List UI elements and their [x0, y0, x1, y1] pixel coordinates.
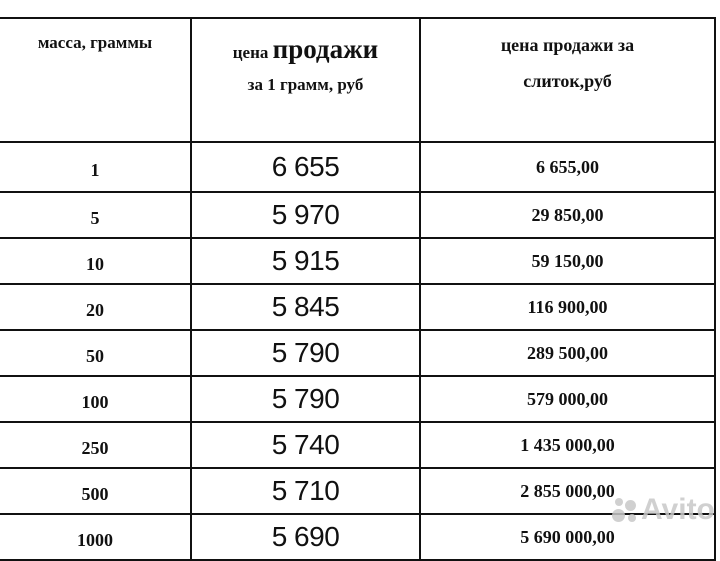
unit-price-cell: 5 915	[191, 238, 420, 284]
header-unit-big: продажи	[272, 34, 379, 64]
bar-price-cell: 5 690 000,00	[420, 514, 715, 560]
mass-cell: 5	[0, 192, 191, 238]
table-row	[0, 142, 715, 192]
mass-cell: 1	[0, 142, 191, 192]
bar-price-cell: 289 500,00	[420, 330, 715, 376]
header-unit-price	[191, 18, 420, 142]
header-unit-prefix: цена	[232, 43, 269, 62]
bar-price-cell: 6 655,00	[420, 142, 715, 192]
avito-watermark	[612, 493, 715, 527]
mass-cell: 20	[0, 284, 191, 330]
bar-price-cell: 1 435 000,00	[420, 422, 715, 468]
unit-price-cell: 5 710	[191, 468, 420, 514]
unit-price-cell: 5 970	[191, 192, 420, 238]
bar-price-cell: 116 900,00	[420, 284, 715, 330]
unit-price-cell: 5 690	[191, 514, 420, 560]
header-bar-line1: цена продажи за	[500, 35, 635, 55]
table-row	[0, 192, 715, 238]
avito-logo-icon	[612, 497, 638, 523]
mass-cell: 250	[0, 422, 191, 468]
table-row	[0, 238, 715, 284]
table-row	[0, 376, 715, 422]
mass-cell: 1000	[0, 514, 191, 560]
header-bar-price	[420, 18, 715, 142]
price-table	[0, 17, 716, 561]
unit-price-cell: 6 655	[191, 142, 420, 192]
unit-price-cell: 5 845	[191, 284, 420, 330]
bar-price-cell: 579 000,00	[420, 376, 715, 422]
bar-price-cell: 2 855 000,00	[420, 468, 715, 514]
table-row	[0, 422, 715, 468]
unit-price-cell: 5 740	[191, 422, 420, 468]
table-row	[0, 330, 715, 376]
table-row	[0, 468, 715, 514]
mass-cell: 100	[0, 376, 191, 422]
table-row	[0, 284, 715, 330]
header-unit-suffix: за 1 грамм, руб	[247, 75, 364, 94]
header-bar-line2: слиток,руб	[523, 71, 612, 91]
unit-price-cell: 5 790	[191, 376, 420, 422]
table-row	[0, 514, 715, 560]
unit-price-cell: 5 790	[191, 330, 420, 376]
bar-price-cell: 29 850,00	[420, 192, 715, 238]
avito-watermark-text: Avito	[641, 493, 715, 526]
mass-cell: 50	[0, 330, 191, 376]
header-row	[0, 18, 715, 142]
mass-cell: 10	[0, 238, 191, 284]
header-mass: масса, граммы	[0, 18, 191, 142]
mass-cell: 500	[0, 468, 191, 514]
bar-price-cell: 59 150,00	[420, 238, 715, 284]
